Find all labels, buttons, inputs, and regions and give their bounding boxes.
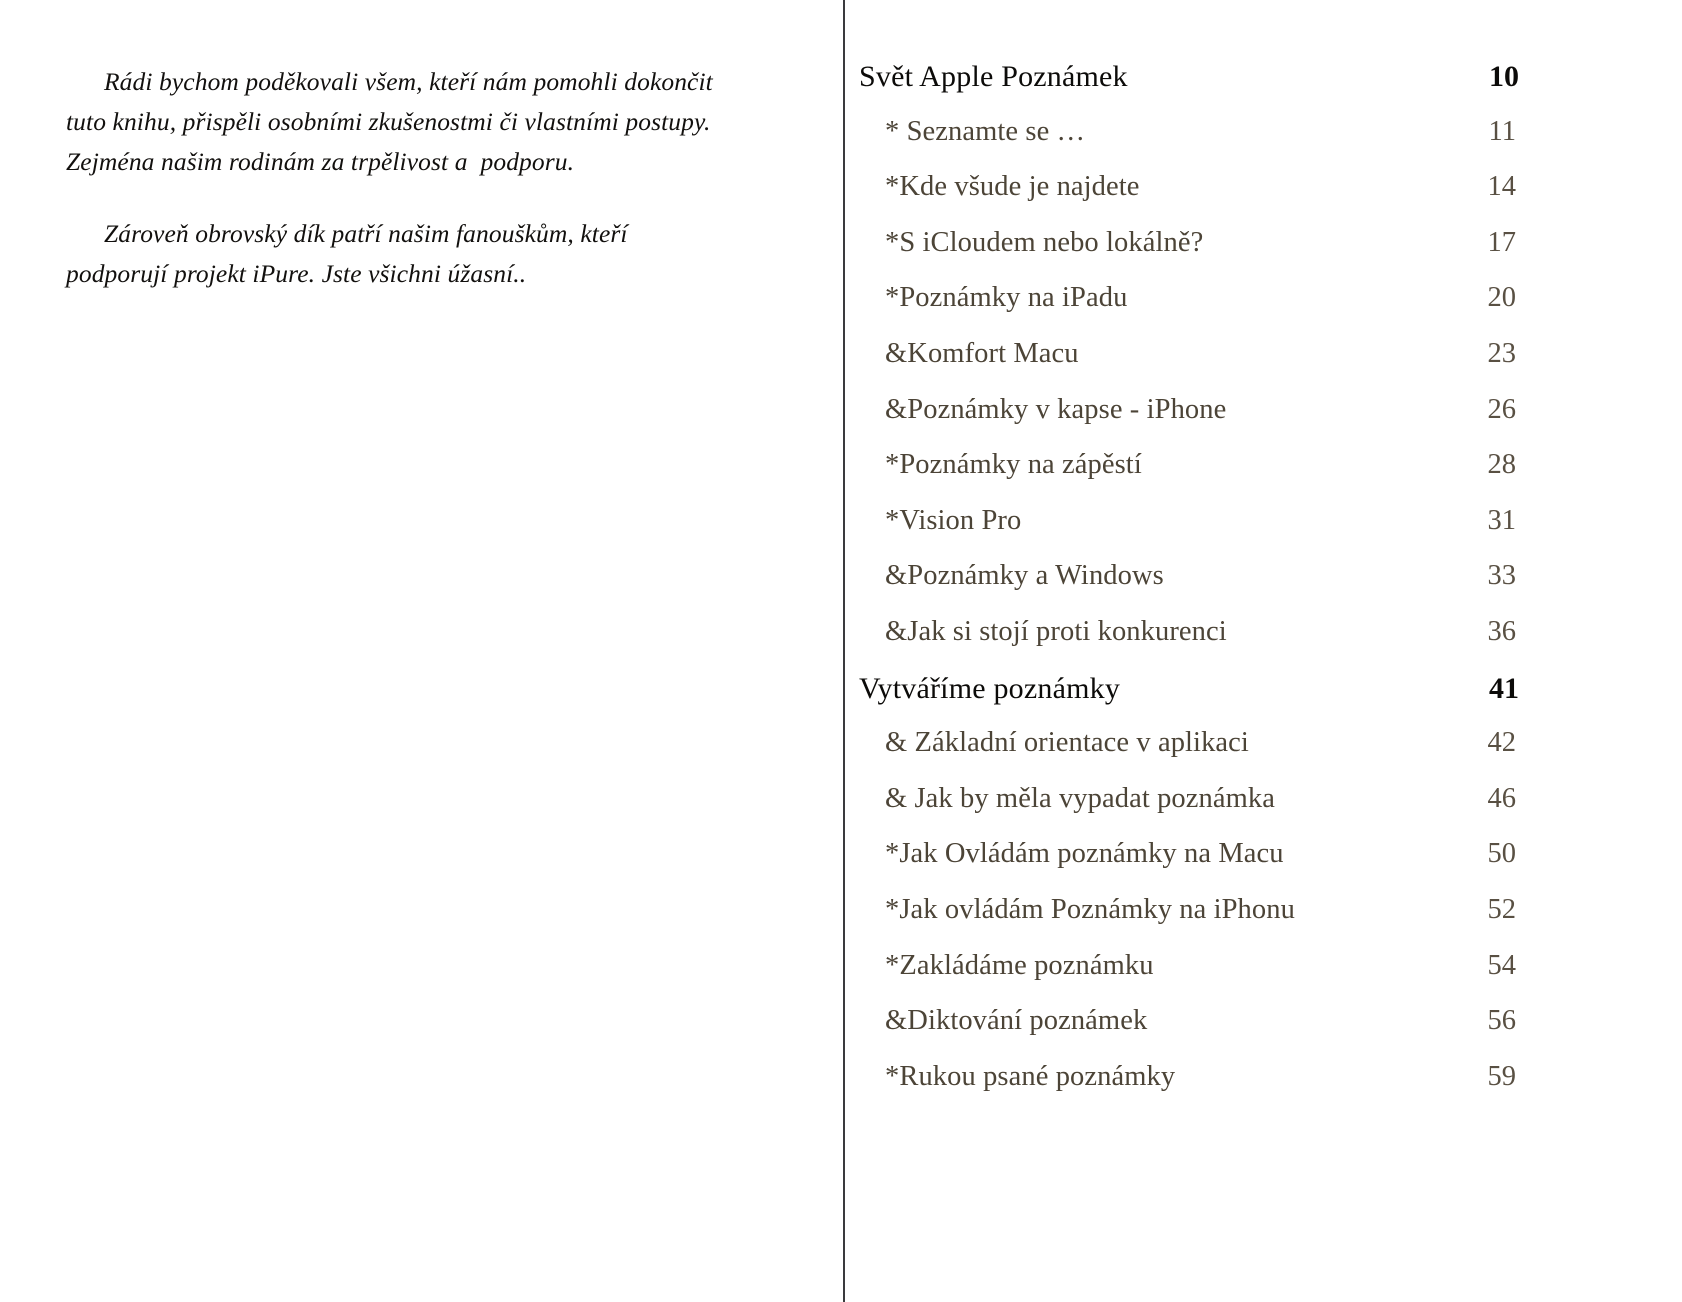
toc-entry-label: *Jak Ovládám poznámky na Macu xyxy=(885,838,1284,870)
toc-entry-section[interactable] xyxy=(845,1061,1682,1117)
toc-entry-chapter[interactable] xyxy=(845,672,1682,728)
acknowledgements-block xyxy=(66,62,726,326)
toc-entry-page-number: 36 xyxy=(1487,615,1516,647)
toc-entry-section[interactable] xyxy=(845,227,1682,283)
toc-entry-label: Vytváříme poznámky xyxy=(859,671,1121,705)
toc-entry-page-number: 41 xyxy=(1489,671,1519,705)
toc-entry-page-number: 14 xyxy=(1487,171,1516,203)
toc-entry-page-number: 59 xyxy=(1487,1060,1516,1092)
toc-entry-section[interactable] xyxy=(845,116,1682,172)
toc-entry-label: *Poznámky na iPadu xyxy=(885,282,1128,314)
toc-entry-page-number: 28 xyxy=(1487,449,1516,481)
table-of-contents xyxy=(845,60,1682,1116)
toc-entry-page-number: 56 xyxy=(1487,1005,1516,1037)
toc-entry-page-number: 50 xyxy=(1487,838,1516,870)
right-page xyxy=(845,0,1682,1302)
toc-entry-page-number: 42 xyxy=(1487,727,1516,759)
toc-entry-label: *Vision Pro xyxy=(885,504,1022,536)
toc-entry-page-number: 11 xyxy=(1488,115,1516,147)
toc-entry-label: *S iCloudem nebo lokálně? xyxy=(885,226,1204,258)
toc-entry-section[interactable] xyxy=(845,338,1682,394)
toc-entry-section[interactable] xyxy=(845,560,1682,616)
toc-entry-section[interactable] xyxy=(845,894,1682,950)
toc-entry-section[interactable] xyxy=(845,505,1682,561)
toc-entry-section[interactable] xyxy=(845,394,1682,450)
toc-entry-label: *Poznámky na zápěstí xyxy=(885,449,1142,481)
toc-entry-label: &Poznámky a Windows xyxy=(885,560,1164,592)
toc-entry-section[interactable] xyxy=(845,449,1682,505)
toc-entry-page-number: 52 xyxy=(1487,893,1516,925)
toc-entry-page-number: 10 xyxy=(1489,60,1519,93)
toc-entry-label: & Jak by měla vypadat poznámka xyxy=(885,782,1276,814)
toc-entry-section[interactable] xyxy=(845,616,1682,672)
toc-entry-label: & Základní orientace v aplikaci xyxy=(885,727,1249,759)
toc-entry-label: &Diktování poznámek xyxy=(885,1005,1148,1037)
toc-entry-section[interactable] xyxy=(845,950,1682,1006)
toc-entry-label: &Poznámky v kapse - iPhone xyxy=(885,393,1227,425)
toc-entry-label: &Jak si stojí proti konkurenci xyxy=(885,615,1227,647)
toc-entry-section[interactable] xyxy=(845,838,1682,894)
acknowledgement-paragraph: Rádi bychom poděkovali všem, kteří nám pomohli dokončit tuto knihu, přispěli osobními zkušenostmi či vlastními postupy. Zejména našim rodinám za trpělivost a podporu. xyxy=(66,67,720,176)
toc-entry-label: Svět Apple Poznámek xyxy=(859,60,1128,93)
toc-entry-chapter[interactable] xyxy=(845,60,1682,116)
toc-entry-page-number: 20 xyxy=(1487,282,1516,314)
toc-entry-label: *Zakládáme poznámku xyxy=(885,949,1154,981)
toc-entry-page-number: 31 xyxy=(1487,504,1516,536)
toc-entry-label: *Rukou psané poznámky xyxy=(885,1060,1176,1092)
toc-entry-page-number: 17 xyxy=(1487,226,1516,258)
toc-entry-section[interactable] xyxy=(845,1005,1682,1061)
toc-entry-page-number: 54 xyxy=(1487,949,1516,981)
toc-entry-page-number: 26 xyxy=(1487,393,1516,425)
toc-entry-label: *Kde všude je najdete xyxy=(885,171,1140,203)
toc-entry-label: &Komfort Macu xyxy=(885,337,1079,369)
toc-entry-section[interactable] xyxy=(845,783,1682,839)
toc-entry-section[interactable] xyxy=(845,727,1682,783)
toc-entry-page-number: 46 xyxy=(1487,782,1516,814)
toc-entry-page-number: 23 xyxy=(1487,337,1516,369)
toc-entry-label: *Jak ovládám Poznámky na iPhonu xyxy=(885,893,1295,925)
toc-entry-label: * Seznamte se … xyxy=(885,115,1086,147)
toc-entry-section[interactable] xyxy=(845,171,1682,227)
toc-entry-section[interactable] xyxy=(845,282,1682,338)
acknowledgement-paragraph: Zároveň obrovský dík patří našim fanouškům, kteří podporují projekt iPure. Jste všichni úžasní.. xyxy=(66,219,635,288)
toc-entry-page-number: 33 xyxy=(1487,560,1516,592)
